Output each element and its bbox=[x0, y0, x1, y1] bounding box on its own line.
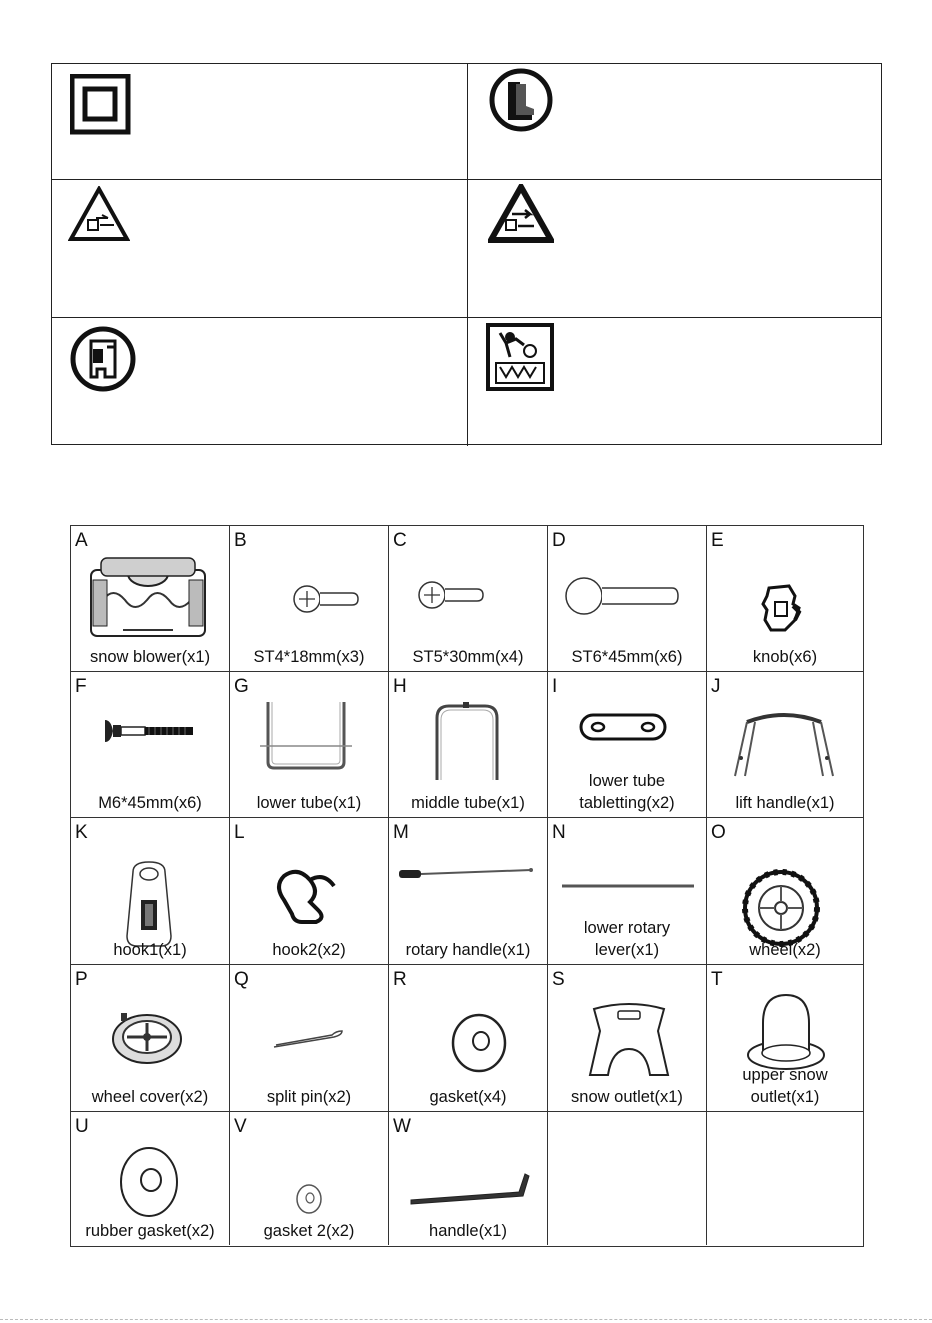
part-label: gasket 2(x2) bbox=[263, 1222, 355, 1240]
split-pin-icon bbox=[270, 1027, 350, 1056]
part-cell-w bbox=[389, 1112, 548, 1245]
clip-icon bbox=[270, 866, 340, 931]
safety-boots-icon bbox=[488, 67, 554, 133]
part-label: wheel cover(x2) bbox=[91, 1088, 209, 1106]
part-label: split pin(x2) bbox=[266, 1088, 352, 1106]
snow-blower-icon bbox=[83, 550, 213, 647]
part-cell-o bbox=[707, 818, 863, 965]
part-letter: B bbox=[234, 530, 247, 551]
screw-icon bbox=[292, 582, 362, 621]
part-letter: D bbox=[552, 530, 566, 551]
part-cell-u bbox=[71, 1112, 230, 1245]
unplug-damaged-cord-warning-icon bbox=[488, 184, 554, 244]
part-label: lower rotary lever(x1) bbox=[583, 919, 671, 959]
part-letter: C bbox=[393, 530, 407, 551]
bolt-icon bbox=[564, 574, 684, 623]
part-label: snow outlet(x1) bbox=[571, 1088, 683, 1106]
part-letter: N bbox=[552, 822, 566, 843]
part-label: upper snow outlet(x1) bbox=[742, 1066, 828, 1106]
part-label: ST6*45mm(x6) bbox=[571, 648, 683, 666]
symbol-row-3 bbox=[52, 318, 881, 446]
rubber-washer-icon bbox=[115, 1144, 185, 1225]
part-label: hook1(x1) bbox=[113, 941, 187, 959]
part-label: knob(x6) bbox=[752, 648, 818, 666]
part-label: ST4*18mm(x3) bbox=[253, 648, 365, 666]
part-letter: I bbox=[552, 676, 558, 697]
part-cell-a bbox=[71, 526, 230, 672]
part-letter: E bbox=[711, 530, 724, 551]
part-cell-p bbox=[71, 965, 230, 1112]
part-cell-h bbox=[389, 672, 548, 818]
symbol-cell bbox=[467, 318, 881, 446]
symbol-cell bbox=[52, 318, 467, 446]
keep-bystanders-away-icon bbox=[486, 323, 554, 391]
part-label: gasket(x4) bbox=[429, 1088, 507, 1106]
part-letter: L bbox=[234, 822, 245, 843]
part-cell-d bbox=[548, 526, 707, 672]
part-cell-e bbox=[707, 526, 863, 672]
symbol-cell bbox=[467, 180, 881, 317]
part-letter: O bbox=[711, 822, 726, 843]
part-cell-c bbox=[389, 526, 548, 672]
part-label: wheel(x2) bbox=[749, 941, 821, 959]
part-letter: Q bbox=[234, 969, 249, 990]
rod-icon bbox=[560, 878, 696, 896]
screw-icon bbox=[417, 578, 487, 617]
part-cell-v bbox=[230, 1112, 389, 1245]
part-cell-g bbox=[230, 672, 389, 818]
part-label: middle tube(x1) bbox=[411, 794, 525, 812]
double-square-class-ii-icon bbox=[70, 74, 132, 136]
part-label: lower tube(x1) bbox=[256, 794, 362, 812]
wheel-cover-icon bbox=[107, 1007, 187, 1072]
empty-part-cell bbox=[548, 1112, 707, 1245]
part-label: ST5*30mm(x4) bbox=[412, 648, 524, 666]
part-letter: V bbox=[234, 1116, 247, 1137]
parts-list-grid bbox=[70, 525, 864, 1247]
part-label: M6*45mm(x6) bbox=[98, 794, 202, 812]
part-cell-l bbox=[230, 818, 389, 965]
part-letter: J bbox=[711, 676, 721, 697]
rotary-handle-icon bbox=[395, 864, 535, 889]
part-letter: K bbox=[75, 822, 88, 843]
symbol-row-2 bbox=[52, 180, 881, 318]
part-cell-t bbox=[707, 965, 863, 1112]
part-cell-i bbox=[548, 672, 707, 818]
part-letter: H bbox=[393, 676, 407, 697]
part-letter: W bbox=[393, 1116, 411, 1137]
part-label: rubber gasket(x2) bbox=[85, 1222, 215, 1240]
part-cell-m bbox=[389, 818, 548, 965]
part-label: lower tube tabletting(x2) bbox=[579, 772, 675, 812]
part-letter: F bbox=[75, 676, 87, 697]
part-letter: T bbox=[711, 969, 723, 990]
part-letter: P bbox=[75, 969, 88, 990]
part-letter: U bbox=[75, 1116, 89, 1137]
part-label: handle(x1) bbox=[429, 1222, 507, 1240]
part-cell-r bbox=[389, 965, 548, 1112]
small-washer-icon bbox=[292, 1182, 326, 1221]
part-cell-n bbox=[548, 818, 707, 965]
part-cell-b bbox=[230, 526, 389, 672]
unplug-warning-icon bbox=[68, 186, 130, 242]
part-cell-j bbox=[707, 672, 863, 818]
part-letter: M bbox=[393, 822, 409, 843]
safety-symbols-table bbox=[51, 63, 882, 445]
carriage-bolt-icon bbox=[99, 716, 199, 751]
eye-ear-protection-icon bbox=[69, 325, 137, 393]
part-letter: G bbox=[234, 676, 249, 697]
page-edge-divider bbox=[0, 1319, 932, 1320]
snow-outlet-icon bbox=[584, 1001, 674, 1086]
part-cell-q bbox=[230, 965, 389, 1112]
lift-handle-icon bbox=[729, 708, 839, 789]
part-letter: A bbox=[75, 530, 88, 551]
part-cell-k bbox=[71, 818, 230, 965]
part-letter: R bbox=[393, 969, 407, 990]
washer-icon bbox=[447, 1011, 511, 1080]
knob-icon bbox=[751, 578, 811, 643]
part-label: lift handle(x1) bbox=[735, 794, 835, 812]
part-cell-s bbox=[548, 965, 707, 1112]
part-label: hook2(x2) bbox=[272, 941, 346, 959]
part-label: snow blower(x1) bbox=[89, 648, 211, 666]
plate-icon bbox=[578, 710, 668, 749]
symbol-cell bbox=[52, 180, 467, 317]
middle-tube-icon bbox=[427, 700, 507, 789]
lower-tube-icon bbox=[256, 698, 356, 779]
empty-part-cell bbox=[707, 1112, 863, 1245]
hex-key-icon bbox=[407, 1170, 537, 1215]
symbol-cell bbox=[467, 64, 881, 179]
symbol-cell bbox=[52, 64, 467, 179]
symbol-row-1 bbox=[52, 64, 881, 180]
part-label: rotary handle(x1) bbox=[405, 941, 531, 959]
part-letter: S bbox=[552, 969, 565, 990]
part-cell-f bbox=[71, 672, 230, 818]
